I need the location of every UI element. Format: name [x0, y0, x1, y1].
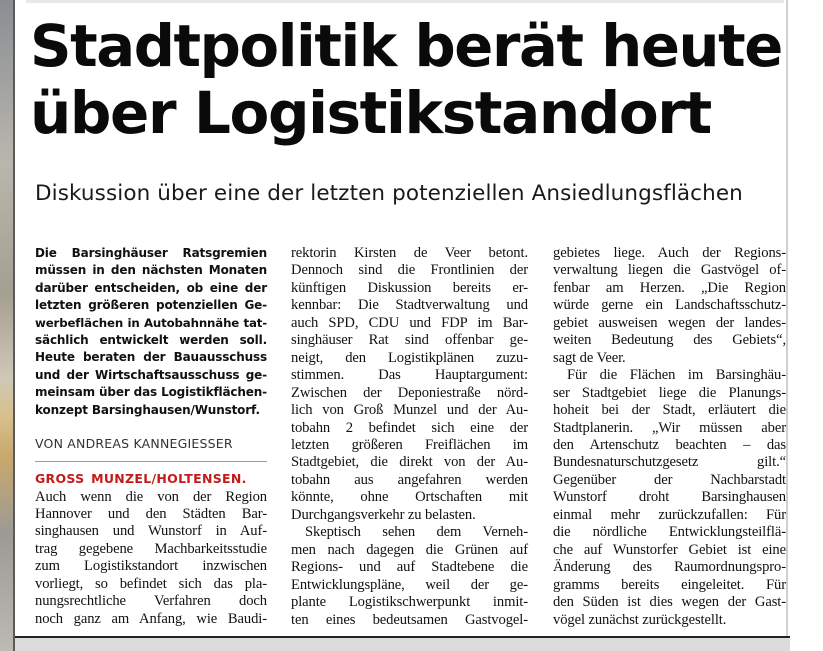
body-line: Skeptisch sehen dem Verneh-: [305, 524, 528, 541]
body-line: künftigen Diskussion bereits er-: [291, 279, 528, 296]
body-line: tobahn 2 befindet sich eine der: [291, 419, 528, 436]
body-line: Stadtgebiet, die direkt von der Au-: [291, 454, 528, 471]
body-paragraph: [35, 470, 267, 628]
lead-line: müssen in den nächsten Monaten: [35, 263, 267, 278]
byline: VON ANDREAS KANNEGIESSER: [35, 436, 233, 452]
body-line: kennbar: Die Stadtverwaltung und: [291, 297, 528, 314]
headline-line-2: über Logistikstandort: [30, 79, 711, 147]
body-line: stimmen. Das Hauptargument:: [291, 367, 528, 384]
byline-rule: [35, 461, 267, 462]
body-line: plante Logistikschwerpunkt inmit-: [291, 594, 528, 611]
body-line: Zwischen der Deponiestraße nörd-: [291, 384, 528, 401]
body-line: Gegenüber der Nachbarstadt: [553, 471, 786, 488]
body-line: che auf Wunstorfer Gebiet ist eine: [553, 541, 786, 558]
body-line: den Süden ist dies wegen der Gast-: [553, 594, 786, 611]
body-line: neigt, den Logistikplänen zuzu-: [291, 349, 528, 366]
body-line: die nördliche Entwicklungsteilflä-: [553, 524, 786, 541]
body-line: trag gegebene Machbarkeitsstudie: [35, 540, 267, 557]
body-line: men nach dagegen die Grünen auf: [291, 541, 528, 558]
body-line: singhausen und Wunstorf in Auf-: [35, 523, 267, 540]
article-column-3: [553, 245, 786, 629]
body-line: fenbar am Herzen. „Die Region: [553, 279, 786, 296]
body-line: Durchgangsverkehr zu belasten.: [291, 506, 476, 523]
body-line: Auch wenn die von der Region: [35, 488, 267, 505]
body-line: letzten größeren Freiflächen im: [291, 436, 528, 453]
lead-line: letzten größeren potenziellen Ge-: [35, 298, 267, 313]
body-line: Änderung des Raumordnungspro-: [553, 559, 786, 576]
body-line: Wunstorf droht Barsinghausen: [553, 489, 786, 506]
body-line: verwaltung liegen die Gastvögel of-: [553, 262, 786, 279]
lead-line: werbeflächen in Autobahnnähe tat-: [35, 315, 267, 330]
body-line: würde gerne ein Landschaftsschutz-: [553, 297, 786, 314]
body-line: Regions- und auf Stadtebene die: [291, 559, 528, 576]
top-rule: [26, 0, 784, 3]
body-line: Dennoch sind die Frontlinien der: [291, 262, 528, 279]
body-line: Hannover und den Städten Bar-: [35, 505, 267, 522]
body-line: weiten Bedeutung des Gebiets“,: [553, 332, 786, 349]
dateline: GROSS MUNZEL/HOLTENSEN.: [35, 471, 247, 487]
body-line: rektorin Kirsten de Veer betont.: [291, 245, 528, 261]
body-paragraph: [291, 524, 528, 629]
body-paragraph: [553, 245, 786, 367]
body-line: sagt de Veer.: [553, 349, 626, 366]
headline: [30, 14, 790, 146]
subheadline: Diskussion über eine der letzten potenziellen Ansiedlungsflächen: [35, 181, 743, 206]
body-line: gebietes liege. Auch der Regions-: [553, 245, 786, 261]
lead-line: sächlich entwickelt werden soll.: [35, 333, 267, 348]
body-line: nungsrechtliche Verfahren doch: [35, 593, 267, 610]
article-column-2: [291, 245, 528, 629]
article-column-1: [35, 245, 267, 628]
lead-line: Die Barsinghäuser Ratsgremien: [35, 246, 267, 260]
body-paragraph: [553, 367, 786, 629]
body-line: ten eines bedeutsamen Gastvogel-: [291, 611, 528, 628]
body-line: einmal mehr zurückzufallen: Für: [553, 506, 786, 523]
body-line: Entwicklungspläne, weil der ge-: [291, 576, 528, 593]
next-article-edge: [15, 638, 790, 651]
body-line: gebiet ausweisen wegen der landes-: [553, 314, 786, 331]
body-line: gramms bereits eingeleitet. Für: [553, 576, 786, 593]
body-line: tobahn aus angefahren werden: [291, 471, 528, 488]
body-line: Bundesnaturschutzgesetz gilt.“: [553, 454, 786, 471]
body-line: singhäuser Rat sind offenbar ge-: [291, 332, 528, 349]
body-line: auch SPD, CDU und FDP im Bar-: [291, 314, 528, 331]
body-line: noch ganz am Anfang, wie Baudi-: [35, 610, 267, 627]
body-line: lich von Groß Munzel und der Au-: [291, 402, 528, 419]
lead-paragraph: [35, 245, 267, 419]
lead-line: darüber entscheiden, ob eine der: [35, 280, 267, 295]
body-line: den Artenschutz beachten – das: [553, 436, 786, 453]
body-line: ser Stadtgebiet liege die Planungs-: [553, 384, 786, 401]
body-line: hoheit bei der Stadt, erläutert die: [553, 402, 786, 419]
body-paragraph: [291, 245, 528, 524]
lead-line: meinsam über das Logistikflächen-: [35, 385, 267, 400]
adjacent-photo-edge: [0, 0, 15, 651]
lead-line: Heute beraten der Bauausschuss: [35, 350, 267, 365]
lead-line: konzept Barsinghausen/Wunstorf.: [35, 402, 260, 417]
body-line: Für die Flächen im Barsinghäu-: [567, 367, 786, 384]
headline-line-1: Stadtpolitik berät heute: [30, 13, 782, 80]
body-line: könnte, ohne Ortschaften mit: [291, 489, 528, 506]
body-line: zum Logistikstandort inzwischen: [35, 558, 267, 575]
body-line: vorliegt, so befindet sich das pla-: [35, 575, 267, 592]
lead-line: und der Wirtschaftsausschuss ge-: [35, 367, 267, 382]
body-line: Stadtplanerin. „Wir müssen aber: [553, 419, 786, 436]
body-line: vögel zunächst zurückgestellt.: [553, 611, 727, 628]
